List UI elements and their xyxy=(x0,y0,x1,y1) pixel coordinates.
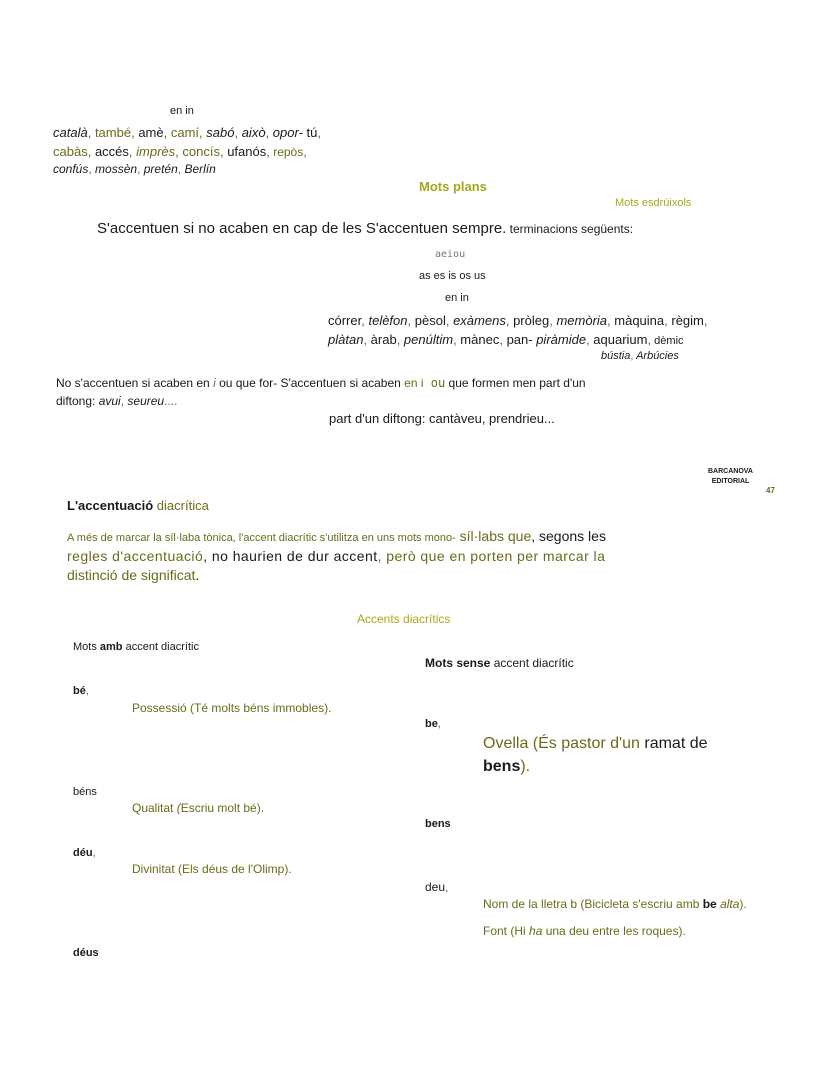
text-run: pèsol xyxy=(411,313,446,328)
text-run: Té molts béns immobles xyxy=(194,701,325,715)
text-run: , xyxy=(131,125,135,140)
plans-words-row-3 xyxy=(601,350,679,362)
text-run: , xyxy=(265,125,270,140)
text-run: diftong: xyxy=(56,394,99,408)
text-run: bens xyxy=(425,818,451,830)
paragraph-line-3 xyxy=(67,567,199,583)
entry-be-definition-1 xyxy=(483,735,708,753)
text-run: en i xyxy=(404,376,424,390)
text-run: , xyxy=(163,125,168,140)
table-caption: Accents diacrítics xyxy=(357,612,451,626)
text-run: s'escriu xyxy=(632,897,673,911)
plans-words-row-1 xyxy=(328,313,708,328)
text-run: , xyxy=(87,144,92,159)
text-run: alta xyxy=(716,897,740,911)
endings-2: en in xyxy=(445,292,469,304)
text-run: Qualitat xyxy=(132,801,177,815)
endings: as es is os us xyxy=(419,270,486,282)
text-run: ). xyxy=(284,862,292,876)
text-run: Ovella ( xyxy=(483,735,539,752)
text-run: accent diacrític xyxy=(490,656,574,670)
text-run: camí xyxy=(167,125,200,140)
text-run: deu xyxy=(425,880,446,894)
text-run: ). xyxy=(324,701,332,715)
text-run: exàmens xyxy=(449,313,506,328)
text-run: Divinitat (Els déus de l'Olimp xyxy=(132,862,285,876)
paragraph-line-1 xyxy=(67,528,606,544)
col-with-accent-header xyxy=(73,641,199,653)
text-run: , xyxy=(303,144,307,159)
text-run: Font (Hi xyxy=(483,924,530,938)
text-run: seureu xyxy=(127,394,165,408)
text-run: ). xyxy=(256,801,265,815)
text-run: concís xyxy=(178,144,220,159)
text-run: , xyxy=(88,162,92,176)
col-without-accent-header xyxy=(425,656,574,670)
text-run: ou que for- S'accentuen si acaben xyxy=(215,376,405,390)
text-run: be xyxy=(702,897,717,911)
text-run: ufanós xyxy=(223,144,267,159)
text-run: una deu entre les roques xyxy=(542,924,679,938)
page-number: 47 xyxy=(766,486,775,495)
text-run: A més de marcar la síl·laba tònica, l'accent diacrític s'utilitza en uns mots mono- xyxy=(67,532,456,544)
text-run: déu xyxy=(73,847,93,859)
text-run: memòria xyxy=(552,313,608,328)
text-run: , xyxy=(396,332,401,347)
text-run: pròleg xyxy=(509,313,550,328)
mots-esdruixols-heading: Mots esdrúixols xyxy=(615,197,692,209)
section-title xyxy=(67,498,209,513)
text-run: part d'un diftong: cantàveu, prendrieu... xyxy=(329,411,555,426)
text-run: , xyxy=(445,880,449,894)
text-run: , xyxy=(607,313,611,328)
text-run: català xyxy=(53,125,88,140)
text-run: , xyxy=(445,313,450,328)
text-run: , xyxy=(92,847,96,859)
entry-be-accent-definition xyxy=(132,701,331,715)
text-run: És pastor d'un xyxy=(538,735,645,752)
text-run: règim xyxy=(667,313,704,328)
text-run: penúltim xyxy=(400,332,454,347)
text-run: bens xyxy=(483,758,521,775)
entry-deu-accent xyxy=(73,847,96,859)
entry-deu-definition-2 xyxy=(483,924,686,938)
text-run: , xyxy=(87,125,92,140)
text-run: be xyxy=(425,718,438,730)
text-run: córrer xyxy=(328,313,362,328)
entry-be xyxy=(425,718,441,730)
text-run: , xyxy=(499,332,503,347)
text-run: àrab xyxy=(367,332,397,347)
text-run: amb xyxy=(672,897,703,911)
vowels: aeiou xyxy=(435,249,466,260)
text-run: mànec xyxy=(456,332,500,347)
publisher-line-2: EDITORIAL xyxy=(711,478,750,485)
text-run: , xyxy=(175,144,179,159)
mots-plans-heading: Mots plans xyxy=(419,179,487,194)
text-run: bústia xyxy=(601,350,631,362)
rule-line xyxy=(97,220,633,238)
text-run: Berlín xyxy=(181,162,216,176)
text-run: pan- xyxy=(502,332,533,347)
oxytone-words-row-3 xyxy=(53,162,216,176)
text-run: , xyxy=(120,394,128,408)
section-title-bold: L'accentuació xyxy=(67,498,154,513)
text-run: , xyxy=(453,332,457,347)
text-run: , xyxy=(137,162,141,176)
paragraph-line-2 xyxy=(67,548,605,564)
oxytone-words-row-2 xyxy=(53,144,307,159)
text-run: Nom de la lletra b (Bicicleta xyxy=(483,897,633,911)
diftong-line-2 xyxy=(329,411,555,426)
entry-bens xyxy=(425,818,451,830)
text-run: plàtan xyxy=(328,332,364,347)
text-run: telèfon xyxy=(364,313,408,328)
entry-deu-definition-1 xyxy=(483,897,747,911)
text-run: amb xyxy=(99,641,123,653)
text-run: , xyxy=(407,313,412,328)
text-run: Possessió ( xyxy=(132,701,195,715)
text-run: cabàs xyxy=(53,144,88,159)
text-run: Mots xyxy=(73,641,100,653)
text-run: regles d'accentuació xyxy=(67,548,204,564)
text-run: , xyxy=(266,144,270,159)
text-run: , xyxy=(361,313,365,328)
text-run: ). xyxy=(678,924,686,938)
text-run: , xyxy=(317,125,322,140)
text-run: , xyxy=(128,144,133,159)
text-run: amè xyxy=(134,125,164,140)
rule-line-big: S'accentuen si no acaben en cap de les S'accentuen sempre. xyxy=(97,220,507,237)
entry-bens-accent xyxy=(73,786,97,798)
text-run: això xyxy=(238,125,266,140)
text-run: accés xyxy=(91,144,129,159)
text-run: , però que en porten per marcar la xyxy=(377,548,606,564)
text-run: Escriu molt bé xyxy=(180,801,257,815)
text-run: , xyxy=(630,350,634,362)
text-run: , xyxy=(177,162,182,176)
text-run: béns xyxy=(73,786,97,798)
text-run: aquarium xyxy=(589,332,648,347)
text-run: , xyxy=(199,125,203,140)
no-accent-rule xyxy=(56,376,586,390)
text-run: màquina xyxy=(610,313,665,328)
text-run: , xyxy=(219,144,224,159)
text-run: accent diacrític xyxy=(122,641,199,653)
text-run: , xyxy=(647,332,652,347)
text-run: , xyxy=(363,332,368,347)
text-run: sabó xyxy=(202,125,235,140)
text-run: mossèn xyxy=(91,162,138,176)
text-run: piràmide xyxy=(532,332,587,347)
diftong-line xyxy=(56,394,177,408)
text-run: , xyxy=(703,313,708,328)
text-run: avui xyxy=(98,394,121,408)
text-run: pretén xyxy=(140,162,178,176)
publisher-line-1: BARCANOVA xyxy=(708,468,753,475)
text-run: ( xyxy=(176,801,181,815)
text-run: , xyxy=(437,718,441,730)
text-run: déus xyxy=(73,947,99,959)
text-run: imprès xyxy=(132,144,176,159)
text-run: , xyxy=(664,313,668,328)
text-run: bé xyxy=(73,685,86,697)
text-run: .... xyxy=(164,394,178,408)
text-run: síl·labs que xyxy=(455,528,532,544)
entry-bens-accent-definition xyxy=(132,801,264,815)
text-run: No s'accentuen si acaben en xyxy=(56,376,214,390)
text-run: i xyxy=(213,376,216,390)
text-run: ). xyxy=(520,758,531,775)
entry-deu-accent-definition xyxy=(132,862,292,876)
text-run: , xyxy=(85,685,89,697)
text-run: , segons les xyxy=(531,528,606,544)
text-run: ou xyxy=(423,376,446,390)
text-run: repòs xyxy=(269,145,304,159)
text-run: , xyxy=(505,313,510,328)
entry-be-definition-2 xyxy=(483,758,530,776)
text-run: també xyxy=(91,125,132,140)
text-run: . xyxy=(195,567,200,583)
entry-be-accent xyxy=(73,685,89,697)
text-run: , xyxy=(549,313,553,328)
text-run: ramat de xyxy=(644,735,708,752)
text-run: , xyxy=(586,332,590,347)
text-run: ). xyxy=(739,897,747,911)
text-run: Mots sense xyxy=(425,656,491,670)
text-run: distinció de significat xyxy=(67,567,196,583)
oxytone-words-row-1 xyxy=(53,125,321,140)
text-run: , xyxy=(234,125,239,140)
publisher-mark xyxy=(708,467,753,487)
text-run: opor- xyxy=(269,125,303,140)
text-run: tú xyxy=(302,125,318,140)
rule-line-small: terminacions següents: xyxy=(506,222,634,236)
text-run: Arbúcies xyxy=(633,350,679,362)
text-run: , no haurien de dur accent xyxy=(203,548,378,564)
text-run: dèmic xyxy=(651,335,684,347)
entry-deus-accent xyxy=(73,947,99,959)
top-label: en in xyxy=(170,105,194,117)
text-run: confús xyxy=(53,162,89,176)
text-run: ha xyxy=(529,924,543,938)
entry-deu xyxy=(425,880,448,894)
text-run: que formen men part d'un xyxy=(445,376,586,390)
section-title-rest: diacrítica xyxy=(153,498,209,513)
plans-words-row-2 xyxy=(328,332,684,347)
